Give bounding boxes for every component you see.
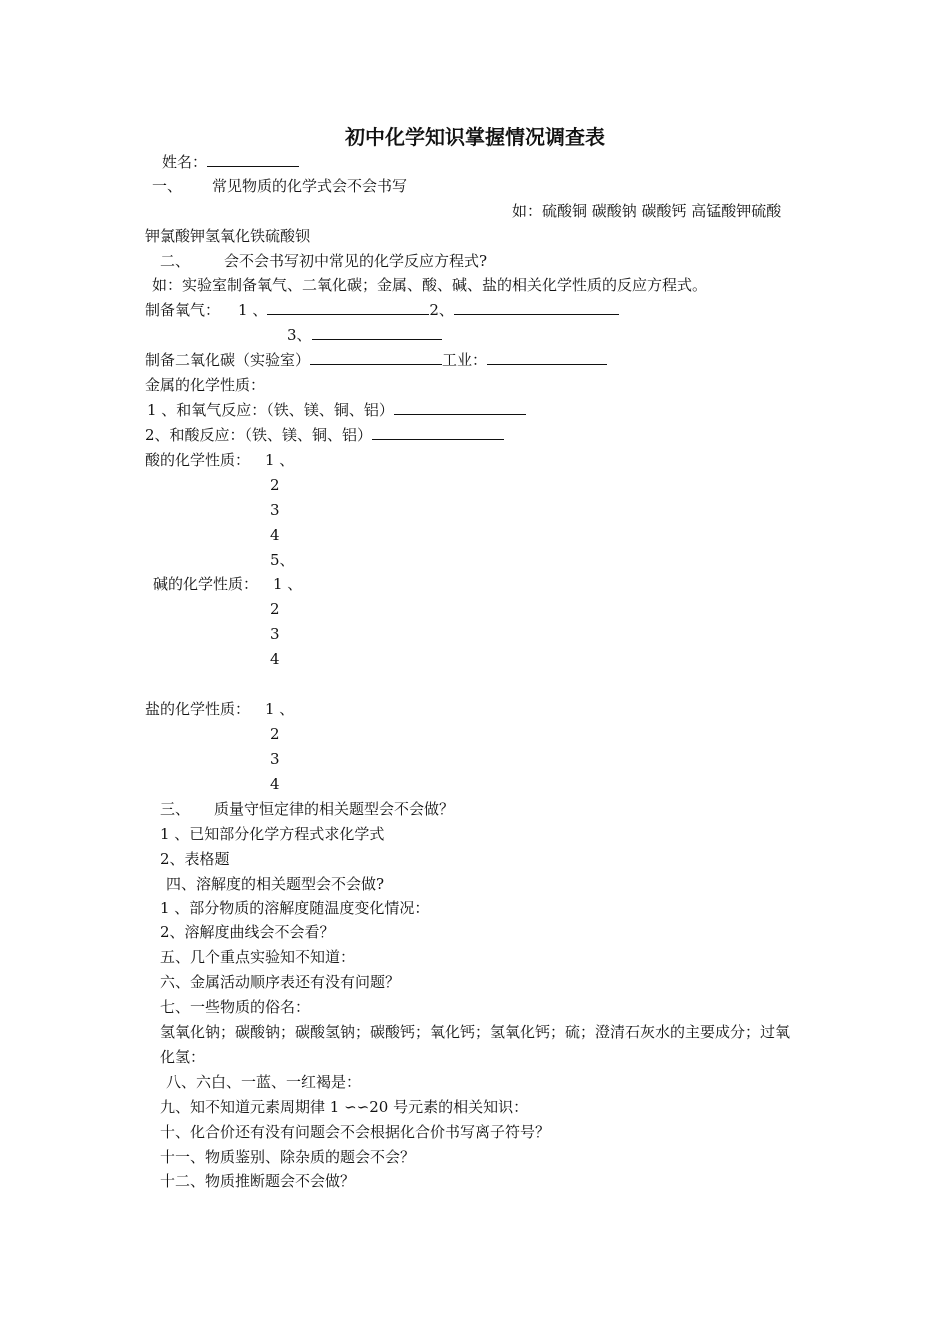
section-7-list: 氢氧化钠；碳酸钠；碳酸氢钠；碳酸钙；氧化钙；氢氧化钙；硫；澄清石灰水的主要成分；过氧	[160, 1023, 791, 1041]
section-3-item-1: 1 、已知部分化学方程式求化学式	[160, 825, 385, 843]
co2-industry-blank[interactable]	[487, 350, 607, 365]
section-4-item-2: 2、溶解度曲线会不会看？	[160, 923, 335, 941]
section-3-item-2: 2、表格题	[160, 850, 230, 868]
metal-blank-1[interactable]	[394, 400, 526, 415]
metal-item-1-text: 1 、和氧气反应：（铁、镁、铜、铝）	[147, 401, 394, 419]
industry-label: 工业：	[442, 351, 488, 369]
section-5-heading: 五、几个重点实验知不知道：	[160, 948, 356, 966]
salt-label: 盐的化学性质：	[145, 700, 251, 718]
section-4-item-1: 1 、部分物质的溶解度随温度变化情况：	[160, 899, 430, 917]
section-2-number: 二、	[160, 252, 191, 270]
name-row	[162, 152, 299, 172]
oxygen-row	[145, 300, 619, 320]
metal-item-2	[145, 425, 504, 445]
oxygen-blank-3[interactable]	[312, 325, 442, 340]
section-3-heading	[160, 799, 454, 819]
acid-item: 5、	[270, 551, 295, 569]
co2-lab-blank[interactable]	[310, 350, 442, 365]
section-1-number: 一、	[152, 177, 183, 195]
salt-item: 2	[270, 725, 280, 743]
section-6-heading: 六、金属活动顺序表还有没有问题？	[160, 973, 401, 991]
name-blank[interactable]	[207, 152, 299, 167]
metal-item-1	[147, 400, 526, 420]
acid-label: 酸的化学性质：	[145, 451, 251, 469]
section-12-heading: 十二、物质推断题会不会做？	[160, 1172, 356, 1190]
metal-blank-2[interactable]	[372, 425, 504, 440]
section-8-heading: 八、六白、一蓝、一红褐是：	[166, 1073, 362, 1091]
oxygen-item-2-number: 2、	[429, 301, 454, 319]
oxygen-item-1-number: 1 、	[238, 301, 268, 319]
section-1-example: 如：硫酸铜 碳酸钠 碳酸钙 高锰酸钾硫酸	[512, 202, 782, 220]
section-11-heading: 十一、物质鉴别、除杂质的题会不会？	[160, 1148, 416, 1166]
salt-item: 1 、	[265, 700, 295, 718]
base-item: 3	[270, 625, 280, 643]
section-3-number: 三、	[160, 800, 191, 818]
section-4-heading: 四、溶解度的相关题型会不会做?	[166, 875, 385, 893]
salt-item: 3	[270, 750, 280, 768]
base-label: 碱的化学性质：	[153, 575, 259, 593]
co2-label: 制备二氧化碳（实验室）	[145, 351, 311, 369]
co2-row	[145, 350, 607, 370]
page-title: 初中化学知识掌握情况调查表	[345, 125, 605, 149]
base-item: 1 、	[273, 575, 303, 593]
section-9-heading: 九、知不知道元素周期律 1 ∽∽20 号元素的相关知识：	[160, 1098, 529, 1116]
section-2-text: 会不会书写初中常见的化学反应方程式?	[224, 252, 488, 270]
section-7-heading: 七、一些物质的俗名：	[160, 998, 311, 1016]
salt-item: 4	[270, 775, 280, 793]
oxygen-row-3	[287, 325, 442, 345]
oxygen-item-3-number: 3、	[287, 326, 312, 344]
name-label: 姓名：	[162, 153, 208, 171]
oxygen-label: 制备氧气：	[145, 301, 221, 319]
metal-title: 金属的化学性质：	[145, 376, 266, 394]
section-1-heading	[152, 176, 407, 196]
section-1-text: 常见物质的化学式会不会书写	[212, 177, 408, 195]
acid-item: 3	[270, 501, 280, 519]
metal-item-2-text: 2、和酸反应：（铁、镁、铜、铝）	[145, 426, 373, 444]
oxygen-blank-2[interactable]	[454, 300, 619, 315]
acid-item: 1 、	[265, 451, 295, 469]
section-2-example: 如：实验室制备氧气、二氧化碳；金属、酸、碱、盐的相关化学性质的反应方程式。	[152, 276, 708, 294]
acid-item: 2	[270, 476, 280, 494]
section-1-example-cont: 钾氯酸钾氢氧化铁硫酸钡	[145, 227, 311, 245]
section-10-heading: 十、化合价还有没有问题会不会根据化合价书写离子符号？	[160, 1123, 551, 1141]
section-3-text: 质量守恒定律的相关题型会不会做？	[214, 800, 455, 818]
acid-item: 4	[270, 526, 280, 544]
base-item: 4	[270, 650, 280, 668]
base-item: 2	[270, 600, 280, 618]
section-7-list-cont: 化氢：	[160, 1048, 206, 1066]
oxygen-blank-1[interactable]	[267, 300, 429, 315]
section-2-heading	[160, 251, 487, 271]
